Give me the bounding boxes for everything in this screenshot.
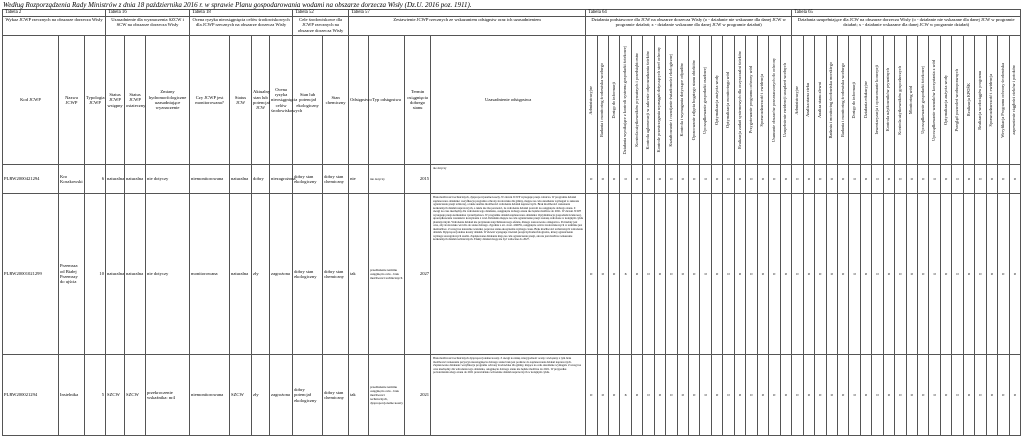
cell-status-jcw: SZCW <box>230 355 252 436</box>
cell-action-basic: o <box>769 355 780 436</box>
col-status-ostateczny: Status JCWP ostateczny <box>125 36 146 165</box>
col-action-basic <box>666 36 677 165</box>
subgroup-odstepstwa: Zestawienie JCWP rzecznych ze wskazaniem odstępstw oraz ich uzasadnieniem <box>349 17 586 36</box>
cell-action-basic: o <box>711 165 722 194</box>
action-basic-label: Badania i monitoring środowiska wodnego <box>599 63 605 137</box>
col-action-basic <box>608 36 619 165</box>
subgroup-cele <box>293 17 349 36</box>
cell-action-basic: o <box>689 194 700 355</box>
cell-action-basic: o <box>586 355 597 436</box>
col-stan-ekologiczny: Stan lub potencjał ekologiczny <box>293 36 323 165</box>
cell-typologia: 6 <box>85 165 106 194</box>
cell-action-supp: o <box>918 194 929 355</box>
col-odstepstwo: Odstępstwo <box>349 36 369 165</box>
cell-action-basic: o <box>620 165 631 194</box>
cell-action-basic: o <box>666 194 677 355</box>
col-action-supp <box>1009 36 1021 165</box>
col-stan-chemiczny: Stan chemiczny <box>323 36 349 165</box>
cell-action-supp: o <box>815 194 826 355</box>
cell-action-supp: o <box>860 355 871 436</box>
cell-action-supp: o <box>906 355 917 436</box>
cell-action-supp: o <box>837 194 848 355</box>
col-action-basic <box>769 36 780 165</box>
cell-action-basic: o <box>677 355 688 436</box>
cell-action-supp: o <box>826 194 837 355</box>
cell-action-basic: o <box>631 165 642 194</box>
col-action-supp <box>986 36 997 165</box>
col-action-supp <box>975 36 986 165</box>
cell-odstepstwo: tak <box>349 355 369 436</box>
col-typ-odstepstwa: Typ odstępstwa <box>369 36 405 165</box>
cell-action-supp: o <box>929 355 940 436</box>
cell-status-ostateczny: naturalna <box>125 165 146 194</box>
cell-action-basic: o <box>597 355 608 436</box>
cell-ocena-ryzyka: niezagrożona <box>270 165 293 194</box>
cell-action-supp: o <box>940 165 951 194</box>
cell-action-supp: o <box>986 355 997 436</box>
cell-action-supp: o <box>883 165 894 194</box>
col-action-supp <box>929 36 940 165</box>
table-row <box>3 194 1021 355</box>
cell-action-supp: o <box>986 194 997 355</box>
cell-action-basic: o <box>654 165 665 194</box>
action-supp-label: Monitoring wód <box>908 85 914 115</box>
cell-action-supp: o <box>918 355 929 436</box>
col-action-supp <box>963 36 974 165</box>
cell-action-supp: o <box>849 165 860 194</box>
cell-action-supp: o <box>952 355 963 436</box>
cell-action-basic: o <box>631 355 642 436</box>
cell-uzasadnienie: Brak możliwości technicznych, dysproporcjonalne koszty. W zlewni JCWP występuje presja rolnicza. W programie działań zaplanowano działanie: weryfikacja programu ochrony środowiska dla gminy, mające na celu określenie wymagań w zakresie ograniczania presji rolniczej, a także analiza możliwości wdrożenia działań naprawczych. Brak możliwości wskazania konkretnych działań naprawczych, a także nie ma pewności, że wdrożenie działań pozwoli na osiągnięcie dobrego stanu. Z uwagi na czas niezbędny dla wdrożenia tego działania, osiągnięcie dobrego stanu nie będzie możliwe do 2021. W zlewni JCWP występuje presja komunalna i przemysłowa. W programie działań zaplanowano działania: Optymalizacja gospodarki ściekowej, uporządkowanie warunków korzystania z wód. Działania mające na celu ograniczenie presji zostaną wdrożone w kolejnym cyklu planistycznym. Wdrożenie działań nie przyniesie natychmiastowego efektu, dlatego zastosowano odstępstwo. Potrzebny jest czas, aby środowisko wróciło do stanu dobrego. Zgodnie z art. 4 ust. 4 RDW, osiągnięcie celów środowiskowych w terminie jest niemożliwe. Z uwagi na naturalne warunki, poprawa stanu ekosystemu wymaga czasu. Brak możliwości technicznych wdrożenia działań. Dysproporcjonalne koszty działań. W zlewni występuje również presja hydromorfologiczna, której ograniczenie wymaga szczegółowych analiz. Zaplanowane działania mają na celu ograniczenie presji, ale nie jest możliwe wskazanie konkretnych działań technicznych. Efekty działań mogą nie być widoczne do 2027. <box>431 194 586 355</box>
action-basic-label: Optymalizacja zużycia wody <box>713 75 719 125</box>
cell-action-supp: o <box>883 194 894 355</box>
action-basic-label: Przygotowanie programu ochrony wód <box>747 66 753 134</box>
cell-action-basic: o <box>746 355 757 436</box>
action-supp-label: Kontrola użytkowników prywatnych <box>885 68 891 132</box>
col-action-supp <box>849 36 860 165</box>
cell-typ-odstepstwa: nie dotyczy <box>369 165 405 194</box>
cell-action-basic: o <box>654 194 665 355</box>
cell-action-supp: o <box>837 355 848 436</box>
cell-typologia: 10 <box>85 194 106 355</box>
cell-monitorowana: niemonitorowana <box>190 165 230 194</box>
action-supp-label: Sprawozdawczość i ewidencja <box>988 73 994 127</box>
cell-action-basic: o <box>757 355 768 436</box>
action-supp-label: Analiza stanu zlewni <box>816 81 822 119</box>
action-basic-label: Optymalizacja monitoringu wód <box>725 72 731 128</box>
cell-action-basic: o <box>666 165 677 194</box>
cell-action-supp: o <box>975 165 986 194</box>
col-action-basic <box>734 36 745 165</box>
col-action-basic <box>677 36 688 165</box>
cell-action-supp: o <box>895 355 906 436</box>
cell-action-supp: o <box>803 165 814 194</box>
action-basic-label: Sprawozdawczość i ewidencja <box>759 73 765 127</box>
cell-action-supp: o <box>1009 194 1021 355</box>
col-action-supp <box>895 36 906 165</box>
cell-status-jcw: naturalna <box>230 194 252 355</box>
col-action-basic <box>780 36 792 165</box>
col-action-supp <box>872 36 883 165</box>
cell-action-supp: o <box>860 194 871 355</box>
cell-action-basic: o <box>608 355 619 436</box>
cell-action-basic: o <box>586 165 597 194</box>
cell-action-basic: o <box>597 165 608 194</box>
cell-termin: 2021 <box>405 355 431 436</box>
cell-action-basic: o <box>643 194 654 355</box>
col-ocena-ryzyka: Ocena ryzyka nieosiągnięcia celów środowiskowych <box>270 36 293 165</box>
cell-kod: PLRW20001021299 <box>3 194 59 355</box>
cell-zmiany: nie dotyczy <box>146 194 190 355</box>
cell-action-basic: o <box>734 165 745 194</box>
cell-action-supp: o <box>998 194 1009 355</box>
column-header-row <box>3 36 1021 165</box>
col-action-basic <box>700 36 711 165</box>
cell-action-supp: o <box>963 165 974 194</box>
action-basic-label: Kontrole przestrzegania wymagań dotyczących stref ochrony <box>656 47 662 153</box>
cell-monitorowana: niemonitorowana <box>190 355 230 436</box>
action-supp-label: Przegląd pozwoleń wodnoprawnych <box>954 68 960 132</box>
cell-action-basic: o <box>608 194 619 355</box>
col-action-basic <box>620 36 631 165</box>
action-basic-label: Opracowanie zdjęcia bogatego stanu obiektów <box>690 59 696 141</box>
cell-action-supp: o <box>929 194 940 355</box>
cell-odstepstwo: nie <box>349 165 369 194</box>
cell-aktualny-stan: dobry <box>252 165 270 194</box>
cell-action-supp: o <box>826 355 837 436</box>
table-row <box>3 165 1021 194</box>
subgroup-uzasadnienie-szcw: Uzasadnienie dla wyznaczenia SZCW i SCW na obszarze dorzecza Wisły <box>106 17 190 36</box>
cell-ocena-ryzyka: zagrożona <box>270 355 293 436</box>
action-basic-label: Dostęp do informacji <box>610 81 616 119</box>
cell-odstepstwo: tak <box>349 194 369 355</box>
group-tabela-65: Tabela 65 <box>792 10 1021 17</box>
action-supp-label: Realizacja KPOŚK <box>965 83 971 117</box>
cell-zmiany: przekroczenie wskaźnika: nr4 <box>146 355 190 436</box>
col-status-jcw: Status JCW <box>230 36 252 165</box>
cell-action-basic: o <box>711 355 722 436</box>
cell-action-basic: o <box>608 165 619 194</box>
cell-status-wstepny: naturalna <box>106 165 125 194</box>
col-action-supp <box>815 36 826 165</box>
cell-action-basic: o <box>689 165 700 194</box>
col-action-supp <box>906 36 917 165</box>
group-tabela-16: Tabela 16 <box>106 10 190 17</box>
col-action-basic <box>757 36 768 165</box>
cell-aktualny-stan: zły <box>252 194 270 355</box>
cell-action-supp: o <box>792 355 803 436</box>
col-uzasadnienie: Uzasadnienie odstępstwa <box>431 36 586 165</box>
cell-action-supp: o <box>883 355 894 436</box>
action-basic-label: Kontrola aglomeracji w zakresie odprowadzania ścieków <box>645 50 651 150</box>
cell-action-basic: o <box>769 165 780 194</box>
cell-status-jcw: naturalna <box>230 165 252 194</box>
cell-action-basic: o <box>746 165 757 194</box>
cell-action-basic: o <box>586 194 597 355</box>
cell-action-basic: o <box>700 165 711 194</box>
cell-nazwa: Kro Koszkowski <box>59 165 85 194</box>
cell-stan-chemiczny: dobry stan chemiczny <box>323 165 349 194</box>
group-tabela-57: Tabela 57 <box>349 10 586 17</box>
cell-action-basic: o <box>597 194 608 355</box>
cell-kod: PLRW200021294 <box>3 355 59 436</box>
col-action-basic <box>711 36 722 165</box>
action-supp-label: Dostęp do informacji <box>851 81 857 119</box>
subgroup-dzialania-podstawowe: Działania podstawowe dla JCW na obszarze dorzecza Wisły (o - działanie nie wskazane dla danej JCW w programie działań; x - działanie wskazane dla danej JCW w programie działań) <box>586 17 792 36</box>
action-basic-label: Realizacja zadań systemowych dla oczyszczalni ścieków <box>736 51 742 149</box>
group-row <box>3 10 1021 17</box>
cell-action-basic: o <box>769 194 780 355</box>
cell-nazwa: Przemsza od Białej Przemszy do ujścia <box>59 194 85 355</box>
cell-action-basic: o <box>757 165 768 194</box>
cell-typ-odstepstwa: przedłużenie terminu osiągnięcia celu - brak możliwości technicznych, dysproporcjonalne koszty <box>369 355 405 436</box>
col-action-supp <box>837 36 848 165</box>
action-basic-label: Kształtowanie i rozwijanie świadomości ekologicznej <box>667 53 673 147</box>
cell-action-supp: o <box>929 165 940 194</box>
col-action-basic <box>746 36 757 165</box>
action-supp-label: Optymalizacja zużycia wody <box>942 75 948 125</box>
cell-action-basic: o <box>734 194 745 355</box>
cell-action-supp: o <box>1009 355 1021 436</box>
cell-action-supp: o <box>837 165 848 194</box>
cell-action-basic: o <box>643 355 654 436</box>
cell-action-supp: o <box>906 194 917 355</box>
cell-action-supp: o <box>815 355 826 436</box>
cell-action-basic: o <box>723 355 734 436</box>
cell-action-basic: o <box>780 165 792 194</box>
action-supp-label: Weryfikacja Programu ochrony środowiska <box>999 62 1005 138</box>
cell-action-basic: o <box>643 165 654 194</box>
col-typologia: Typologia JCWP <box>85 36 106 165</box>
cell-action-basic: o <box>711 194 722 355</box>
cell-action-supp: o <box>963 355 974 436</box>
cell-action-basic: o <box>723 165 734 194</box>
cell-zmiany: nie dotyczy <box>146 165 190 194</box>
cell-action-supp: o <box>918 165 929 194</box>
cell-action-basic: o <box>757 194 768 355</box>
subgroup-wykaz: Wykaz JCWP rzecznych na obszarze dorzecza Wisły <box>3 17 106 36</box>
action-supp-label: Kontrola użytkowników gospodarczych <box>896 65 902 135</box>
cell-action-supp: o <box>906 165 917 194</box>
col-kod: Kod JCWP <box>3 36 59 165</box>
cell-action-supp: o <box>826 165 837 194</box>
cell-action-basic: o <box>689 355 700 436</box>
cell-action-supp: o <box>986 165 997 194</box>
cell-action-supp: o <box>963 194 974 355</box>
data-sheet <box>2 9 1020 425</box>
action-basic-label: Uzupełnienie ewidencji urządzeń wodnych <box>782 62 788 138</box>
col-action-basic <box>597 36 608 165</box>
action-basic-label: Uporządkowanie gospodarki osadowej <box>702 66 708 134</box>
cell-stan-ekologiczny: dobry potencjał ekologiczny <box>293 355 323 436</box>
cell-action-supp: o <box>1009 165 1021 194</box>
cell-stan-ekologiczny: dobry stan ekologiczny <box>293 165 323 194</box>
cell-termin: 2027 <box>405 194 431 355</box>
action-supp-label: Analiza stanu cieku <box>805 83 811 117</box>
col-zmiany: Zmiany hydromorfologiczne uzasadniające wyznaczenie <box>146 36 190 165</box>
cell-action-supp: o <box>872 355 883 436</box>
cell-action-supp: o <box>975 194 986 355</box>
group-tabela-2: Tabela 2 <box>3 10 106 17</box>
group-tabela-52: Tabela 52 <box>293 10 349 17</box>
action-basic-label: Usuwanie obszarów przeznaczonych do ochrony <box>770 58 776 142</box>
cell-action-supp: o <box>895 165 906 194</box>
cell-action-basic: o <box>654 355 665 436</box>
action-basic-label: Kontrola użytkowników prywatnych i przedsiębiorstw <box>633 53 639 147</box>
cell-monitorowana: monitorowana <box>190 194 230 355</box>
action-basic-label: Administracyjne <box>587 85 593 115</box>
cell-uzasadnienie: nie dotyczy <box>431 165 586 194</box>
cell-action-supp: o <box>803 194 814 355</box>
cell-action-basic: o <box>677 165 688 194</box>
cell-action-supp: o <box>895 194 906 355</box>
cell-action-supp: o <box>940 194 951 355</box>
cell-action-basic: x <box>620 194 631 355</box>
action-basic-label: Kontrola i wymagania dotyczące odpadów <box>679 63 685 137</box>
plan-table <box>2 9 1021 436</box>
cell-action-supp: o <box>815 165 826 194</box>
cell-action-basic: o <box>700 194 711 355</box>
col-action-supp <box>883 36 894 165</box>
action-supp-label: Uporządkowanie warunków korzystania z wód <box>931 59 937 141</box>
cell-ocena-ryzyka: zagrożona <box>270 194 293 355</box>
col-action-basic <box>643 36 654 165</box>
col-action-basic <box>586 36 597 165</box>
cell-action-supp: o <box>792 194 803 355</box>
cell-nazwa: Insielnika <box>59 355 85 436</box>
col-action-basic <box>723 36 734 165</box>
cell-action-basic: o <box>631 194 642 355</box>
col-action-supp <box>918 36 929 165</box>
group-tabela-64: Tabela 64 <box>586 10 792 17</box>
cell-action-supp: o <box>998 355 1009 436</box>
cell-action-basic: o <box>746 194 757 355</box>
cell-uzasadnienie: Brak możliwości technicznych dysproporcjonalne koszty. Z uwagi na niską wiarygodność oceny i związany z tym brak możliwości wskazania przyczyn nieosiągnięcia dobrego stanu brak jest podstaw do zaplanowania działań naprawczych. Zaplanowano działanie: weryfikacja programu ochrony środowiska dla gminy, mające na celu określenie wymagań. Z uwagi na czas niezbędny dla wdrożenia tego działania, osiągnięcie dobrego stanu nie będzie możliwe do 2021. W przypadku potwierdzenia złego stanu do 2021 przewidziano wdrożenie działań naprawczych w kolejnym cyklu. <box>431 355 586 436</box>
action-supp-label: zapewnienie ciągłości cieków i potoków <box>1011 65 1017 135</box>
cell-action-basic: o <box>780 355 792 436</box>
cell-action-basic: x <box>620 355 631 436</box>
cell-stan-chemiczny: dobry stan chemiczny <box>323 355 349 436</box>
cell-action-supp: o <box>998 165 1009 194</box>
col-action-supp <box>803 36 814 165</box>
cell-action-basic: o <box>666 355 677 436</box>
col-monitorowana: Czy JCWP jest monitorowana? <box>190 36 230 165</box>
cell-status-wstepny: naturalna <box>106 194 125 355</box>
cell-action-supp: o <box>872 165 883 194</box>
cell-action-supp: o <box>940 355 951 436</box>
cell-action-basic: o <box>780 194 792 355</box>
cell-status-ostateczny: SZCW <box>125 355 146 436</box>
subgroup-cele-title: Cele środowiskowe dla JCWP rzecznych na obszarze dorzecza Wisły <box>297 17 344 33</box>
subgroup-row <box>3 17 1021 36</box>
col-action-supp <box>860 36 871 165</box>
col-action-supp <box>826 36 837 165</box>
group-tabela-18: Tabela 18 <box>190 10 293 17</box>
cell-status-wstepny: SZCW <box>106 355 125 436</box>
action-supp-label: Uporządkowanie gospodarki ściekowej <box>919 66 925 134</box>
col-nazwa: Nazwa JCWP <box>59 36 85 165</box>
cell-action-basic: o <box>734 355 745 436</box>
col-termin: Termin osiągnięcia dobrego stanu <box>405 36 431 165</box>
cell-typ-odstepstwa: przedłużenie terminu osiągnięcia celu - brak możliwości technicznych <box>369 194 405 355</box>
action-basic-label: Działania wynikające z kontroli systemu gospodarki ściekowej <box>622 45 628 155</box>
cell-action-supp: o <box>849 355 860 436</box>
col-status-wstepny: Status JCWP wstępny <box>106 36 125 165</box>
cell-stan-ekologiczny: dobry stan ekologiczny <box>293 194 323 355</box>
col-action-basic <box>689 36 700 165</box>
action-supp-label: Realizacja wodociągów programu <box>976 70 982 130</box>
action-supp-label: Badania i monitoring środowiska morskiego <box>828 61 834 139</box>
col-action-supp <box>940 36 951 165</box>
cell-aktualny-stan: zły <box>252 355 270 436</box>
col-aktualny-stan: Aktualny stan lub potencjał JCW <box>252 36 270 165</box>
cell-action-supp: o <box>860 165 871 194</box>
cell-action-basic: o <box>700 355 711 436</box>
cell-action-supp: o <box>792 165 803 194</box>
col-action-supp <box>952 36 963 165</box>
cell-action-supp: o <box>952 194 963 355</box>
action-supp-label: Inwentaryzacja i opracowanie koncepcji <box>874 65 880 135</box>
subgroup-dzialania-uzupelniajace: Działania uzupełniające dla JCW na obszarze dorzecza Wisły (o - działanie nie wskazane dla danej JCW w programie działań; x - działanie wskazane dla danej JCW w programie działań) <box>792 17 1021 36</box>
cell-kod: PLRW2000421294 <box>3 165 59 194</box>
action-supp-label: Działania edukacyjne <box>862 81 868 119</box>
col-action-basic <box>654 36 665 165</box>
cell-termin: 2015 <box>405 165 431 194</box>
cell-action-basic: o <box>677 194 688 355</box>
action-supp-label: Badania i monitoring środowiska wodnego <box>839 63 845 137</box>
cell-stan-chemiczny: dobry stan chemiczny <box>323 194 349 355</box>
col-action-supp <box>792 36 803 165</box>
cell-action-supp: o <box>952 165 963 194</box>
cell-action-supp: o <box>803 355 814 436</box>
cell-action-basic: o <box>723 194 734 355</box>
col-action-basic <box>631 36 642 165</box>
cell-status-ostateczny: naturalna <box>125 194 146 355</box>
table-row <box>3 355 1021 436</box>
cell-action-supp: o <box>872 194 883 355</box>
col-action-supp <box>998 36 1009 165</box>
action-supp-label: Administracyjne <box>793 85 799 115</box>
document-title: Według Rozporządzenia Rady Ministrów z dnia 18 października 2016 r. w sprawie Planu gospodarowania wodami na obszarze dorzecza Wisły (Dz.U. 2016 poz. 1911). <box>3 1 472 9</box>
subgroup-ocena-ryzyka: Ocena ryzyka nieosiągnięcia celów środowiskowych dla JCWP rzecznych na obszarze dorzecza Wisły <box>190 17 293 36</box>
cell-typologia: 5 <box>85 355 106 436</box>
cell-action-supp: o <box>975 355 986 436</box>
cell-action-supp: o <box>849 194 860 355</box>
